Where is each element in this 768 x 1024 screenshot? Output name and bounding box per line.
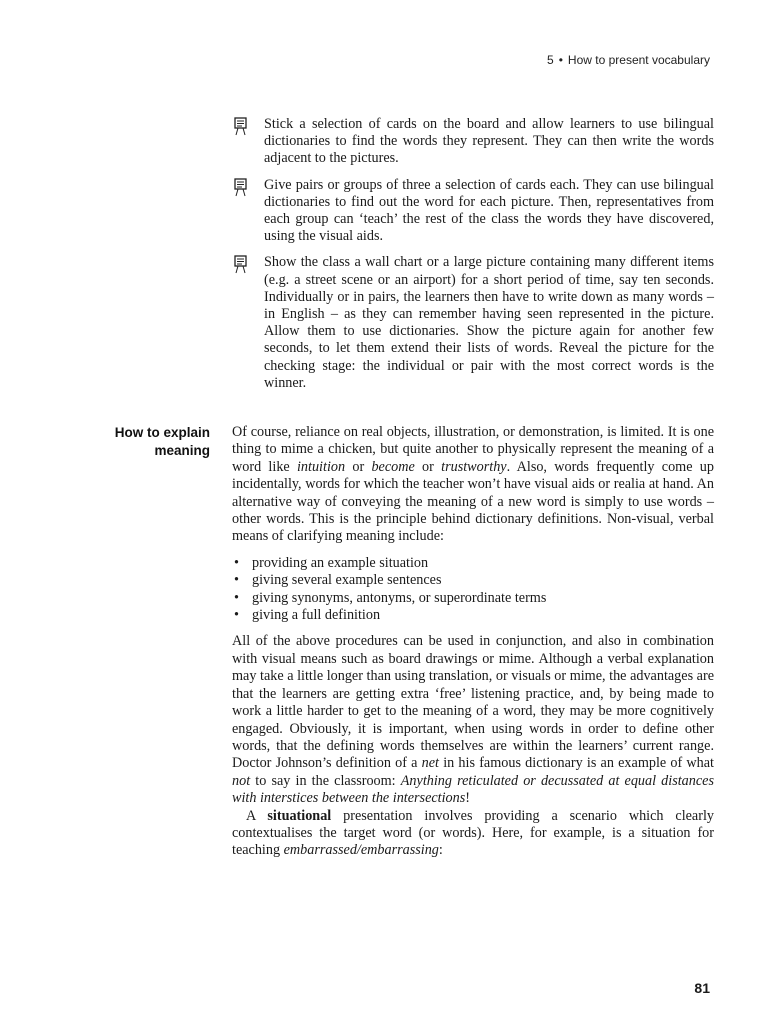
activity-list (232, 116, 714, 401)
text-run: or (345, 458, 372, 475)
bullet-symbol: • (234, 572, 239, 589)
activity-item (232, 254, 714, 392)
list-item-text: providing an example situation (252, 554, 429, 571)
text-run: to say in the classroom: (250, 772, 401, 789)
bullet-symbol: • (234, 554, 239, 571)
section-heading-line2: meaning (154, 443, 210, 458)
paragraph-intro (232, 424, 714, 546)
bullet-symbol: • (234, 589, 239, 606)
paragraph-situational (232, 808, 714, 860)
list-item (232, 590, 714, 607)
section-heading (80, 424, 210, 460)
list-item (232, 555, 714, 572)
text-run: . Also, words frequently come up incidentally, words for which the teacher won’t have visual aids or realia at hand. An alternative way of conveying the meaning of a new word is simply to use words – other words. This is the principle behind dictionary definitions. Non-visual, verbal means of clarifying meaning include: (232, 458, 714, 545)
activity-marker-icon (232, 117, 252, 137)
chapter-number: 5 (547, 53, 554, 67)
italic-term: trustworthy (441, 458, 507, 475)
activity-marker-icon (232, 178, 252, 198)
list-item (232, 607, 714, 624)
paragraph-procedures (232, 633, 714, 807)
activity-marker-icon (232, 255, 252, 275)
italic-term: not (232, 772, 251, 789)
activity-text: Show the class a wall chart or a large picture containing many different items (e.g. a street scene or an airport) for a short period of time, say ten seconds. Individually or in pairs, the learners then have to write down as many words – in English – as they can remember having seen represented in the picture. Allow them to use dictionaries. Show the picture again for another few seconds, to let them extend their lists of words. Reveal the picture for the checking stage: the individual or pair with the most correct words is the winner. (264, 254, 714, 391)
italic-term: intuition (296, 458, 346, 475)
chapter-title: How to present vocabulary (567, 53, 710, 67)
text-run: Of course, reliance on real objects, illustration, or demonstration, is limited. It is one thing to mime a chicken, but quite another to physically represent the meaning of a word like (232, 424, 714, 475)
text-run: ! (465, 790, 470, 807)
section-body (232, 424, 714, 860)
activity-item (232, 116, 714, 168)
list-item-text: giving several example sentences (252, 572, 442, 589)
text-run: All of the above procedures can be used in conjunction, and also in combination with visual means such as board drawings or mime. Although a verbal explanation may take a little longer than using translation, or visuals or mime, the advantages are that the learners are getting extra ‘free’ listening practice, and, by being made to work a little harder to get to the meaning of a word, they may be more cognitively engaged. Obviously, it is important, when using words in order to define other words, that the defining words themselves are within the learners’ current range. Doctor Johnson’s definition of a (232, 633, 714, 772)
list-item-text: giving a full definition (252, 607, 381, 624)
activity-item (232, 177, 714, 246)
bullet-list (232, 555, 714, 625)
activity-text: Give pairs or groups of three a selection of cards each. They can use bilingual dictionaries to find out the word for each picture. Then, representatives from each group can ‘teach’ the rest of the class the words they have discovered, using the visual aids. (264, 176, 714, 245)
text-run: : (438, 842, 443, 859)
text-run: A (246, 807, 268, 824)
running-header (547, 53, 710, 67)
italic-term: net (421, 755, 439, 772)
text-run: in his famous dictionary is an example of what (439, 755, 714, 772)
activity-text: Stick a selection of cards on the board and allow learners to use bilingual dictionaries to find the words they represent. They can then write the words adjacent to the pictures. (264, 116, 714, 167)
italic-quote: Anything reticulated or decussated at equal distances with interstices between the intersections (232, 772, 714, 807)
italic-term: become (371, 458, 415, 475)
section-heading-line1: How to explain (114, 425, 210, 440)
italic-term: embarrassed/embarrassing (283, 842, 439, 859)
page-number: 81 (694, 980, 710, 996)
bullet-symbol: • (234, 607, 239, 624)
text-run: or (414, 458, 442, 475)
bold-term: situational (267, 807, 332, 824)
list-item (232, 572, 714, 589)
text-run: presentation involves providing a scenario which clearly contextualises the target word (or words). Here, for example, is a situation for teaching (232, 807, 714, 859)
header-separator: • (558, 53, 563, 67)
list-item-text: giving synonyms, antonyms, or superordinate terms (252, 589, 547, 606)
